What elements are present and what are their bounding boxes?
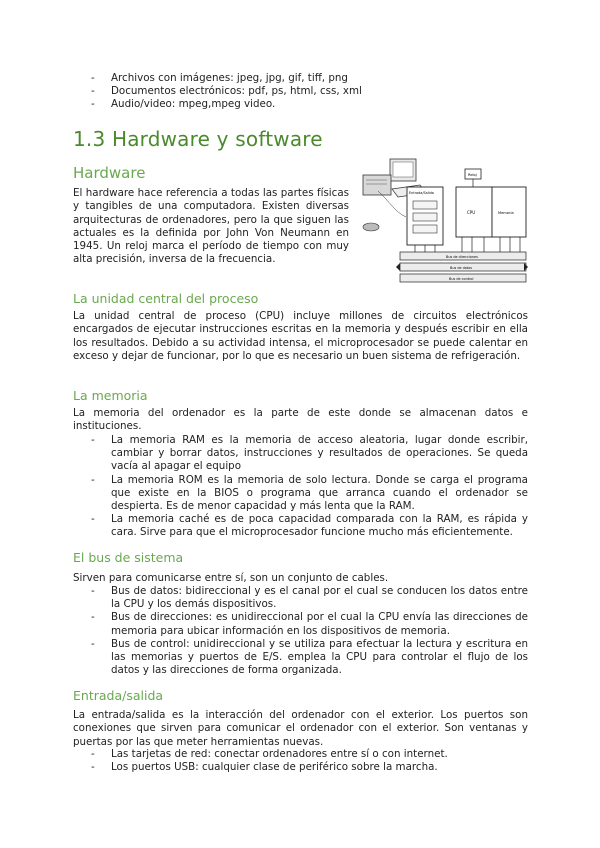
list-item: - Archivos con imágenes: jpeg, jpg, gif, tiff, png xyxy=(73,72,533,85)
cpu-paragraph: La unidad central de proceso (CPU) incluye millones de circuitos electrónicos encargados de ejecutar instrucciones escritas en la memoria y después escribir en ella los resultados. Debido a su actividad intensa, el microprocesador se puede calentar en exceso y dejar de funcionar, por lo que es necesario un buen sistema de refrigeración. xyxy=(73,310,528,362)
von-neumann-diagram xyxy=(360,157,528,288)
cpu-label: CPU xyxy=(467,210,476,215)
io-paragraph: La entrada/salida es la interacción del ordenador con el exterior. Los puertos son conexiones que sirven para comunicar el ordenador con el exterior. Son ventanas y puertas por las que meter herramientas nuevas. xyxy=(73,709,528,748)
bus-list xyxy=(73,585,528,677)
cpu-heading: La unidad central del proceso xyxy=(73,291,259,306)
list-item: - Documentos electrónicos: pdf, ps, html, css, xml xyxy=(73,85,533,98)
bus-paragraph: Sirven para comunicarse entre sí, son un conjunto de cables. xyxy=(73,572,389,584)
list-item: - Las tarjetas de red: conectar ordenadores entre sí o con internet. xyxy=(73,748,528,761)
clock-label: Reloj xyxy=(468,173,477,177)
io-label: Entrada/Salida xyxy=(409,191,434,195)
data-bus-label: Bus de datos xyxy=(450,266,473,270)
list-item: - Bus de direcciones: es unidireccional por el cual la CPU envía las direcciones de memoria para ubicar información en los dispositivos de memoria. xyxy=(73,611,528,637)
section-title: 1.3 Hardware y software xyxy=(73,127,323,151)
memory-label: Memoria xyxy=(498,211,514,215)
list-item: - La memoria ROM es la memoria de solo lectura. Donde se carga el programa que existe en la BIOS o programa que arranca cuando el ordenador se despierta. Es de menor capacidad y más lenta que la RAM. xyxy=(73,474,528,514)
list-item: - Bus de control: unidireccional y se utiliza para efectuar la lectura y escritura en las memorias y puertos de E/S. emplea la CPU para controlar el flujo de los datos y las direcciones de forma organizada. xyxy=(73,638,528,678)
control-bus-label: Bus de control xyxy=(449,277,474,281)
memory-list xyxy=(73,434,528,540)
io-list xyxy=(73,748,528,774)
memory-heading: La memoria xyxy=(73,388,148,403)
list-item: - La memoria RAM es la memoria de acceso aleatoria, lugar donde escribir, cambiar y borrar datos, instrucciones y resultados de operaciones. Se queda vacía al apagar el equipo xyxy=(73,434,528,474)
list-item: - La memoria caché es de poca capacidad comparada con la RAM, es rápida y cara. Sirve para que el microprocesador funcione mucho más eficientemente. xyxy=(73,513,528,539)
memory-paragraph: La memoria del ordenador es la parte de este donde se almacenan datos e instituciones. xyxy=(73,407,528,433)
file-types-list xyxy=(73,72,533,112)
hardware-paragraph: El hardware hace referencia a todas las partes físicas y tangibles de una computadora. Existen diversas arquitecturas de ordenadores, pero la que siguen las actuales es la definida por John Von Neumann en 1945. Un reloj marca el período de tiempo con muy alta precisión, inversa de la frecuencia. xyxy=(73,187,349,266)
list-item: - Audio/video: mpeg,mpeg video. xyxy=(73,98,533,111)
bus-heading: El bus de sistema xyxy=(73,550,184,565)
hardware-heading: Hardware xyxy=(73,164,146,182)
list-item: - Bus de datos: bidireccional y es el canal por el cual se conducen los datos entre la CPU y los demás dispositivos. xyxy=(73,585,528,611)
io-heading: Entrada/salida xyxy=(73,688,164,703)
address-bus-label: Bus de direcciones xyxy=(446,255,478,259)
list-item: - Los puertos USB: cualquier clase de periférico sobre la marcha. xyxy=(73,761,528,774)
